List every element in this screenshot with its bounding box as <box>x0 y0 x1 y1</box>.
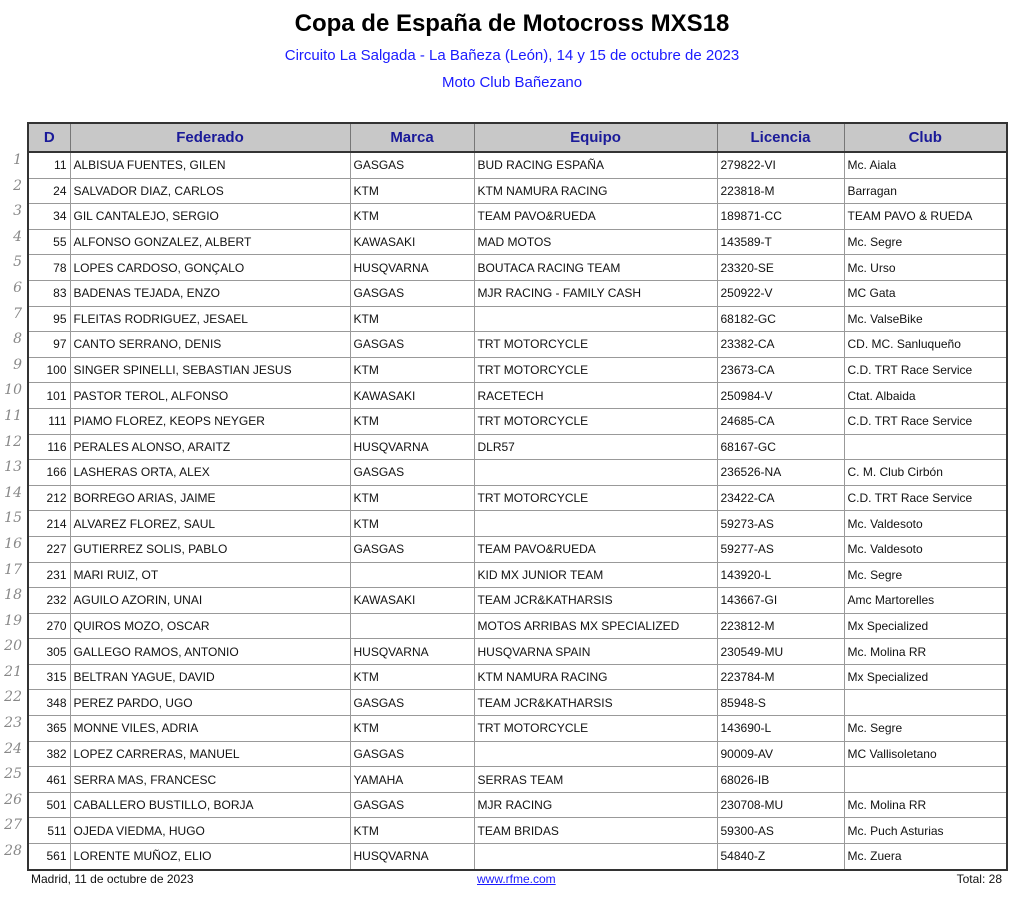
cell-equipo: BUD RACING ESPAÑA <box>474 152 717 178</box>
cell-equipo: SERRAS TEAM <box>474 767 717 793</box>
cell-marca: KTM <box>350 818 474 844</box>
cell-licencia: 223812-M <box>717 613 844 639</box>
cell-federado: PEREZ PARDO, UGO <box>70 690 350 716</box>
table-row <box>28 741 1007 767</box>
row-number: 2 <box>13 177 22 194</box>
table-row <box>28 588 1007 614</box>
cell-club: Mc. Valdesoto <box>844 511 1007 537</box>
cell-marca: KTM <box>350 716 474 742</box>
cell-d: 166 <box>28 460 70 486</box>
cell-federado: GALLEGO RAMOS, ANTONIO <box>70 639 350 665</box>
cell-d: 111 <box>28 408 70 434</box>
table-row <box>28 383 1007 409</box>
cell-federado: QUIROS MOZO, OSCAR <box>70 613 350 639</box>
cell-federado: MONNE VILES, ADRIA <box>70 716 350 742</box>
cell-d: 34 <box>28 204 70 230</box>
cell-marca: YAMAHA <box>350 767 474 793</box>
cell-marca: KAWASAKI <box>350 229 474 255</box>
cell-licencia: 59277-AS <box>717 536 844 562</box>
row-number: 14 <box>4 484 22 501</box>
cell-federado: PASTOR TEROL, ALFONSO <box>70 383 350 409</box>
cell-marca <box>350 613 474 639</box>
cell-marca: KTM <box>350 306 474 332</box>
cell-equipo: MJR RACING <box>474 792 717 818</box>
row-number: 27 <box>4 817 22 834</box>
cell-equipo: MAD MOTOS <box>474 229 717 255</box>
cell-federado: SINGER SPINELLI, SEBASTIAN JESUS <box>70 357 350 383</box>
cell-federado: LOPEZ CARRERAS, MANUEL <box>70 741 350 767</box>
row-number: 13 <box>4 459 22 476</box>
cell-federado: BORREGO ARIAS, JAIME <box>70 485 350 511</box>
column-header: Club <box>844 123 1007 152</box>
cell-club: Mc. Aiala <box>844 152 1007 178</box>
row-number: 12 <box>4 433 22 450</box>
cell-marca: GASGAS <box>350 332 474 358</box>
table-row <box>28 332 1007 358</box>
footer-total: Total: 28 <box>956 872 1002 886</box>
cell-club: C.D. TRT Race Service <box>844 485 1007 511</box>
cell-marca: KTM <box>350 357 474 383</box>
cell-club: Mc. Molina RR <box>844 792 1007 818</box>
row-number: 28 <box>4 843 22 860</box>
page-title: Copa de España de Motocross MXS18 <box>294 10 730 37</box>
cell-d: 315 <box>28 664 70 690</box>
cell-club: C.D. TRT Race Service <box>844 408 1007 434</box>
cell-club: MC Vallisoletano <box>844 741 1007 767</box>
cell-licencia: 230708-MU <box>717 792 844 818</box>
cell-d: 365 <box>28 716 70 742</box>
cell-licencia: 59273-AS <box>717 511 844 537</box>
cell-equipo: TEAM PAVO&RUEDA <box>474 204 717 230</box>
cell-equipo: KTM NAMURA RACING <box>474 664 717 690</box>
cell-marca: KTM <box>350 204 474 230</box>
cell-equipo: DLR57 <box>474 434 717 460</box>
table-row <box>28 152 1007 178</box>
cell-marca <box>350 562 474 588</box>
row-number: 19 <box>4 612 22 629</box>
row-number: 7 <box>13 305 22 322</box>
cell-d: 232 <box>28 588 70 614</box>
cell-club: Mx Specialized <box>844 664 1007 690</box>
cell-licencia: 24685-CA <box>717 408 844 434</box>
cell-equipo: HUSQVARNA SPAIN <box>474 639 717 665</box>
cell-d: 561 <box>28 844 70 870</box>
cell-licencia: 250984-V <box>717 383 844 409</box>
cell-federado: LORENTE MUÑOZ, ELIO <box>70 844 350 870</box>
table-row <box>28 690 1007 716</box>
cell-marca: GASGAS <box>350 460 474 486</box>
cell-marca: KAWASAKI <box>350 588 474 614</box>
cell-d: 382 <box>28 741 70 767</box>
cell-equipo: TRT MOTORCYCLE <box>474 408 717 434</box>
cell-d: 11 <box>28 152 70 178</box>
cell-licencia: 23382-CA <box>717 332 844 358</box>
row-number: 9 <box>13 356 22 373</box>
row-number: 8 <box>13 331 22 348</box>
table-row <box>28 613 1007 639</box>
cell-club: Amc Martorelles <box>844 588 1007 614</box>
cell-marca: GASGAS <box>350 792 474 818</box>
row-number: 16 <box>4 535 22 552</box>
cell-d: 348 <box>28 690 70 716</box>
cell-d: 227 <box>28 536 70 562</box>
column-header: Marca <box>350 123 474 152</box>
table-row <box>28 229 1007 255</box>
column-header: Equipo <box>474 123 717 152</box>
cell-equipo: TEAM BRIDAS <box>474 818 717 844</box>
table-row <box>28 536 1007 562</box>
cell-club: Mc. Segre <box>844 229 1007 255</box>
cell-club: Mc. Segre <box>844 716 1007 742</box>
cell-marca: GASGAS <box>350 280 474 306</box>
cell-marca: GASGAS <box>350 690 474 716</box>
cell-club: Mx Specialized <box>844 613 1007 639</box>
cell-marca: KTM <box>350 485 474 511</box>
cell-equipo <box>474 741 717 767</box>
cell-federado: LASHERAS ORTA, ALEX <box>70 460 350 486</box>
cell-d: 212 <box>28 485 70 511</box>
row-number: 23 <box>4 715 22 732</box>
table-row <box>28 639 1007 665</box>
cell-equipo: TRT MOTORCYCLE <box>474 357 717 383</box>
table-row <box>28 178 1007 204</box>
row-number: 5 <box>13 254 22 271</box>
cell-federado: CABALLERO BUSTILLO, BORJA <box>70 792 350 818</box>
cell-club: Mc. Molina RR <box>844 639 1007 665</box>
cell-licencia: 143920-L <box>717 562 844 588</box>
row-number: 6 <box>13 279 22 296</box>
cell-club: Mc. Valdesoto <box>844 536 1007 562</box>
cell-equipo <box>474 306 717 332</box>
cell-marca: GASGAS <box>350 536 474 562</box>
row-number: 10 <box>4 382 22 399</box>
cell-federado: AGUILO AZORIN, UNAI <box>70 588 350 614</box>
cell-marca: KTM <box>350 178 474 204</box>
cell-federado: LOPES CARDOSO, GONÇALO <box>70 255 350 281</box>
cell-club: C.D. TRT Race Service <box>844 357 1007 383</box>
row-number: 26 <box>4 791 22 808</box>
cell-licencia: 68182-GC <box>717 306 844 332</box>
cell-d: 101 <box>28 383 70 409</box>
cell-club: CD. MC. Sanluqueño <box>844 332 1007 358</box>
cell-federado: PERALES ALONSO, ARAITZ <box>70 434 350 460</box>
table-row <box>28 818 1007 844</box>
cell-equipo: MJR RACING - FAMILY CASH <box>474 280 717 306</box>
cell-d: 24 <box>28 178 70 204</box>
cell-d: 97 <box>28 332 70 358</box>
row-number: 17 <box>4 561 22 578</box>
row-number: 22 <box>4 689 22 706</box>
cell-federado: GUTIERREZ SOLIS, PABLO <box>70 536 350 562</box>
row-number: 25 <box>4 766 22 783</box>
cell-marca: KTM <box>350 408 474 434</box>
cell-federado: GIL CANTALEJO, SERGIO <box>70 204 350 230</box>
row-number: 3 <box>13 203 22 220</box>
footer-link[interactable]: www.rfme.com <box>477 872 556 886</box>
cell-equipo: TEAM JCR&KATHARSIS <box>474 690 717 716</box>
table-row <box>28 562 1007 588</box>
row-number: 21 <box>4 663 22 680</box>
cell-marca: HUSQVARNA <box>350 434 474 460</box>
cell-club: Ctat. Albaida <box>844 383 1007 409</box>
cell-club: TEAM PAVO & RUEDA <box>844 204 1007 230</box>
cell-marca: GASGAS <box>350 152 474 178</box>
cell-licencia: 68026-IB <box>717 767 844 793</box>
table-row <box>28 844 1007 870</box>
cell-licencia: 54840-Z <box>717 844 844 870</box>
cell-equipo: KID MX JUNIOR TEAM <box>474 562 717 588</box>
table-row <box>28 485 1007 511</box>
cell-licencia: 279822-VI <box>717 152 844 178</box>
cell-club: Mc. Zuera <box>844 844 1007 870</box>
cell-d: 116 <box>28 434 70 460</box>
cell-equipo <box>474 460 717 486</box>
cell-federado: FLEITAS RODRIGUEZ, JESAEL <box>70 306 350 332</box>
table-row <box>28 255 1007 281</box>
cell-d: 95 <box>28 306 70 332</box>
row-number: 4 <box>13 228 22 245</box>
table-row <box>28 767 1007 793</box>
cell-marca: GASGAS <box>350 741 474 767</box>
row-number: 24 <box>4 740 22 757</box>
cell-federado: PIAMO FLOREZ, KEOPS NEYGER <box>70 408 350 434</box>
cell-equipo <box>474 511 717 537</box>
row-number: 1 <box>13 152 22 168</box>
footer-date: Madrid, 11 de octubre de 2023 <box>31 872 194 886</box>
cell-licencia: 230549-MU <box>717 639 844 665</box>
cell-d: 305 <box>28 639 70 665</box>
table-row <box>28 280 1007 306</box>
cell-federado: BADENAS TEJADA, ENZO <box>70 280 350 306</box>
cell-club: MC Gata <box>844 280 1007 306</box>
column-header: Federado <box>70 123 350 152</box>
cell-marca: KTM <box>350 511 474 537</box>
column-header: Licencia <box>717 123 844 152</box>
row-number: 18 <box>4 587 22 604</box>
table-row <box>28 664 1007 690</box>
cell-equipo: TRT MOTORCYCLE <box>474 716 717 742</box>
table-header <box>28 123 1007 152</box>
cell-club: Barragan <box>844 178 1007 204</box>
cell-federado: SALVADOR DIAZ, CARLOS <box>70 178 350 204</box>
cell-federado: MARI RUIZ, OT <box>70 562 350 588</box>
cell-d: 501 <box>28 792 70 818</box>
cell-equipo: TRT MOTORCYCLE <box>474 485 717 511</box>
table-row <box>28 306 1007 332</box>
cell-federado: SERRA MAS, FRANCESC <box>70 767 350 793</box>
cell-d: 511 <box>28 818 70 844</box>
row-numbers <box>0 148 24 865</box>
cell-licencia: 23422-CA <box>717 485 844 511</box>
table-row <box>28 716 1007 742</box>
cell-licencia: 23673-CA <box>717 357 844 383</box>
riders-table <box>27 122 1008 871</box>
cell-federado: ALVAREZ FLOREZ, SAUL <box>70 511 350 537</box>
cell-club <box>844 690 1007 716</box>
column-header: D <box>28 123 70 152</box>
cell-equipo: KTM NAMURA RACING <box>474 178 717 204</box>
cell-licencia: 223818-M <box>717 178 844 204</box>
cell-equipo: RACETECH <box>474 383 717 409</box>
cell-d: 270 <box>28 613 70 639</box>
cell-equipo: TEAM PAVO&RUEDA <box>474 536 717 562</box>
cell-federado: OJEDA VIEDMA, HUGO <box>70 818 350 844</box>
table-row <box>28 792 1007 818</box>
cell-equipo: BOUTACA RACING TEAM <box>474 255 717 281</box>
cell-club: Mc. ValseBike <box>844 306 1007 332</box>
cell-licencia: 68167-GC <box>717 434 844 460</box>
cell-licencia: 189871-CC <box>717 204 844 230</box>
cell-equipo <box>474 844 717 870</box>
cell-marca: HUSQVARNA <box>350 639 474 665</box>
cell-licencia: 143589-T <box>717 229 844 255</box>
cell-licencia: 223784-M <box>717 664 844 690</box>
cell-club: Mc. Segre <box>844 562 1007 588</box>
organizer: Moto Club Bañezano <box>441 74 583 91</box>
cell-equipo: TRT MOTORCYCLE <box>474 332 717 358</box>
cell-d: 461 <box>28 767 70 793</box>
cell-club: Mc. Puch Asturias <box>844 818 1007 844</box>
cell-licencia: 236526-NA <box>717 460 844 486</box>
cell-d: 100 <box>28 357 70 383</box>
cell-federado: ALFONSO GONZALEZ, ALBERT <box>70 229 350 255</box>
cell-licencia: 143690-L <box>717 716 844 742</box>
cell-equipo: TEAM JCR&KATHARSIS <box>474 588 717 614</box>
table-row <box>28 408 1007 434</box>
cell-licencia: 59300-AS <box>717 818 844 844</box>
cell-club: Mc. Urso <box>844 255 1007 281</box>
cell-licencia: 23320-SE <box>717 255 844 281</box>
cell-federado: BELTRAN YAGUE, DAVID <box>70 664 350 690</box>
row-number: 11 <box>4 407 22 424</box>
cell-marca: KAWASAKI <box>350 383 474 409</box>
table-row <box>28 511 1007 537</box>
cell-equipo: MOTOS ARRIBAS MX SPECIALIZED <box>474 613 717 639</box>
table-row <box>28 460 1007 486</box>
cell-licencia: 85948-S <box>717 690 844 716</box>
cell-d: 214 <box>28 511 70 537</box>
cell-licencia: 90009-AV <box>717 741 844 767</box>
cell-marca: HUSQVARNA <box>350 255 474 281</box>
event-location: Circuito La Salgada - La Bañeza (León), 14 y 15 de octubre de 2023 <box>284 47 740 64</box>
cell-marca: KTM <box>350 664 474 690</box>
table-row <box>28 434 1007 460</box>
cell-d: 78 <box>28 255 70 281</box>
cell-licencia: 250922-V <box>717 280 844 306</box>
cell-licencia: 143667-GI <box>717 588 844 614</box>
cell-club <box>844 434 1007 460</box>
cell-d: 83 <box>28 280 70 306</box>
cell-federado: ALBISUA FUENTES, GILEN <box>70 152 350 178</box>
cell-d: 55 <box>28 229 70 255</box>
cell-club <box>844 767 1007 793</box>
cell-federado: CANTO SERRANO, DENIS <box>70 332 350 358</box>
row-number: 15 <box>4 510 22 527</box>
cell-d: 231 <box>28 562 70 588</box>
table-row <box>28 204 1007 230</box>
table-row <box>28 357 1007 383</box>
cell-marca: HUSQVARNA <box>350 844 474 870</box>
row-number: 20 <box>4 638 22 655</box>
cell-club: C. M. Club Cirbón <box>844 460 1007 486</box>
